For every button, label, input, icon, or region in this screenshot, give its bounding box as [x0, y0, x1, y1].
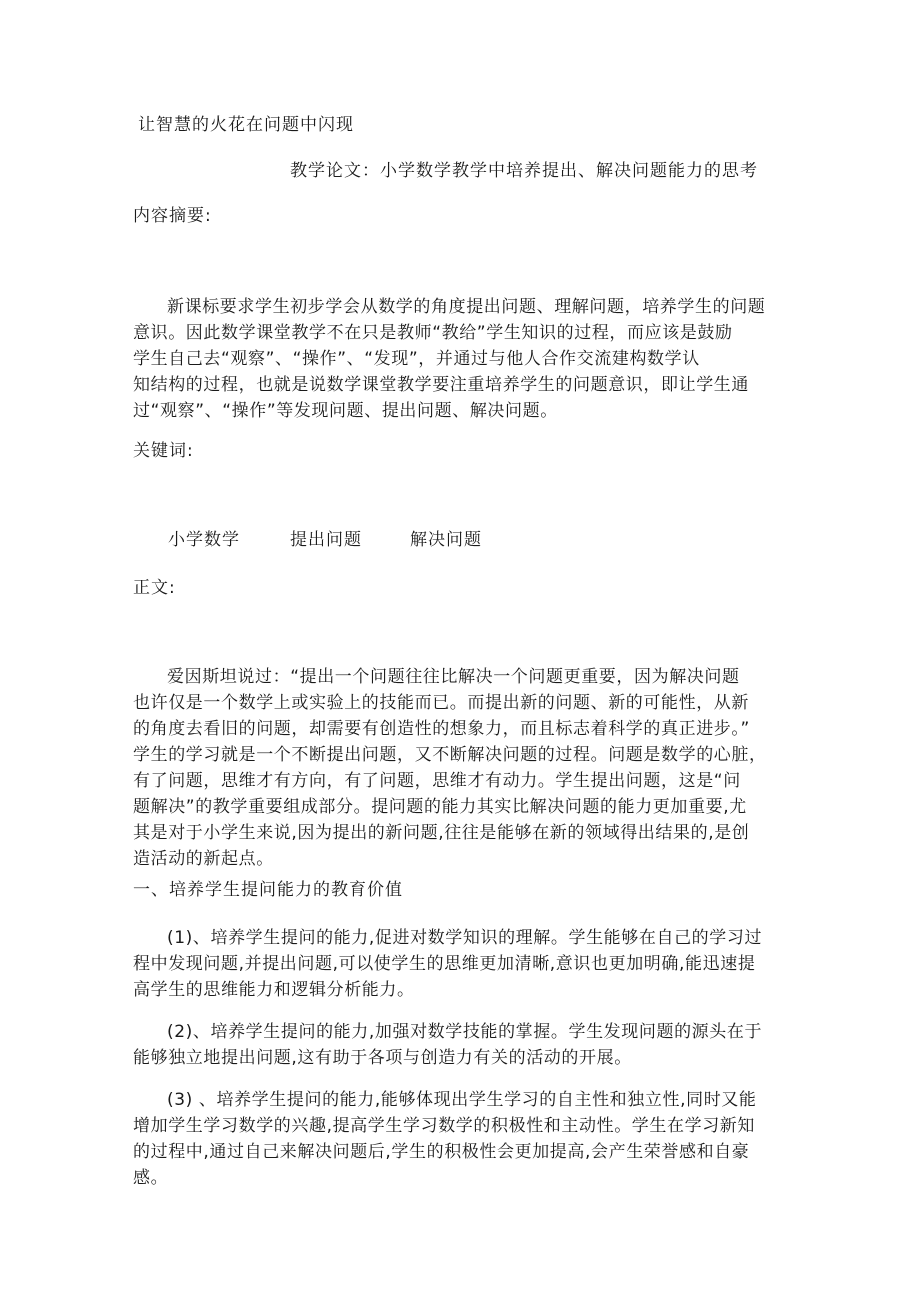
- paragraph-line: 学生的学习就是一个不断提出问题，又不断解决问题的过程。问题是数学的心脏，: [133, 745, 767, 765]
- keyword-item: 提出问题: [290, 530, 362, 550]
- keywords-list: [168, 529, 482, 551]
- paragraph-line: 有了问题，思维才有方向，有了问题，思维才有动力。学生提出问题，这是“问: [133, 771, 741, 791]
- paragraph-line: 过“观察”、“操作”等发现问题、提出问题、解决问题。: [133, 401, 558, 421]
- keywords-label: 关键词:: [133, 441, 194, 461]
- paragraph-line: 学生自己去“观察”、“操作”、“发现”，并通过与他人合作交流建构数学认: [133, 349, 700, 369]
- point-3-paragraph: [133, 1087, 793, 1191]
- document-title: 让智慧的火花在问题中闪现: [138, 115, 354, 135]
- abstract-paragraph: [133, 294, 793, 424]
- paragraph-line: (2)、培养学生提问的能力,加强对数学技能的掌握。学生发现问题的源头在于: [167, 1022, 763, 1042]
- document-subtitle: 教学论文：小学数学教学中培养提出、解决问题能力的思考: [290, 161, 758, 181]
- paragraph-line: 爱因斯坦说过：“提出一个问题往往比解决一个问题更重要，因为解决问题: [167, 667, 740, 687]
- point-1-paragraph: [133, 925, 793, 1003]
- paragraph-line: 能够独立地提出问题,这有助于各项与创造力有关的活动的开展。: [133, 1048, 632, 1068]
- paragraph-line: 感。: [133, 1168, 169, 1188]
- paragraph-line: 的过程中,通过自己来解决问题后,学生的积极性会更加提高,会产生荣誉感和自豪: [133, 1142, 750, 1162]
- paragraph-line: 高学生的思维能力和逻辑分析能力。: [133, 980, 415, 1000]
- paragraph-line: 题解决”的教学重要组成部分。提问题的能力其实比解决问题的能力更加重要,尤: [133, 797, 747, 817]
- abstract-label: 内容摘要:: [133, 206, 212, 226]
- paragraph-line: 的角度去看旧的问题，却需要有创造性的想象力，而且标志着科学的真正进步。”: [133, 719, 750, 739]
- keyword-item: 小学数学: [168, 530, 240, 550]
- paragraph-line: 也许仅是一个数学上或实验上的技能而已。而提出新的问题、新的可能性，从新: [133, 693, 749, 713]
- point-2-paragraph: [133, 1019, 793, 1071]
- paragraph-line: 增加学生学习数学的兴趣,提高学生学习数学的积极性和主动性。学生在学习新知: [133, 1116, 756, 1136]
- paragraph-line: 造活动的新起点。: [133, 849, 274, 869]
- section-heading: 一、培养学生提问能力的教育价值: [133, 880, 403, 900]
- paragraph-line: 程中发现问题,并提出问题,可以使学生的思维更加清晰,意识也更加明确,能迅速提: [133, 954, 756, 974]
- paragraph-line: 知结构的过程，也就是说数学课堂教学要注重培养学生的问题意识，即让学生通: [133, 375, 749, 395]
- intro-paragraph: [133, 664, 793, 872]
- body-label: 正文:: [133, 578, 176, 598]
- paragraph-line: 新课标要求学生初步学会从数学的角度提出问题、理解问题，培养学生的问题: [167, 297, 766, 317]
- paragraph-line: (3) 、培养学生提问的能力,能够体现出学生学习的自主性和独立性,同时又能: [167, 1090, 757, 1110]
- paragraph-line: 意识。因此数学课堂教学不在只是教师“教给”学生知识的过程，而应该是鼓励: [133, 323, 733, 343]
- keyword-item: 解决问题: [410, 530, 482, 550]
- paragraph-line: (1)、培养学生提问的能力,促进对数学知识的理解。学生能够在自己的学习过: [167, 928, 763, 948]
- paragraph-line: 其是对于小学生来说,因为提出的新问题,往往是能够在新的领域得出结果的,是创: [133, 823, 750, 843]
